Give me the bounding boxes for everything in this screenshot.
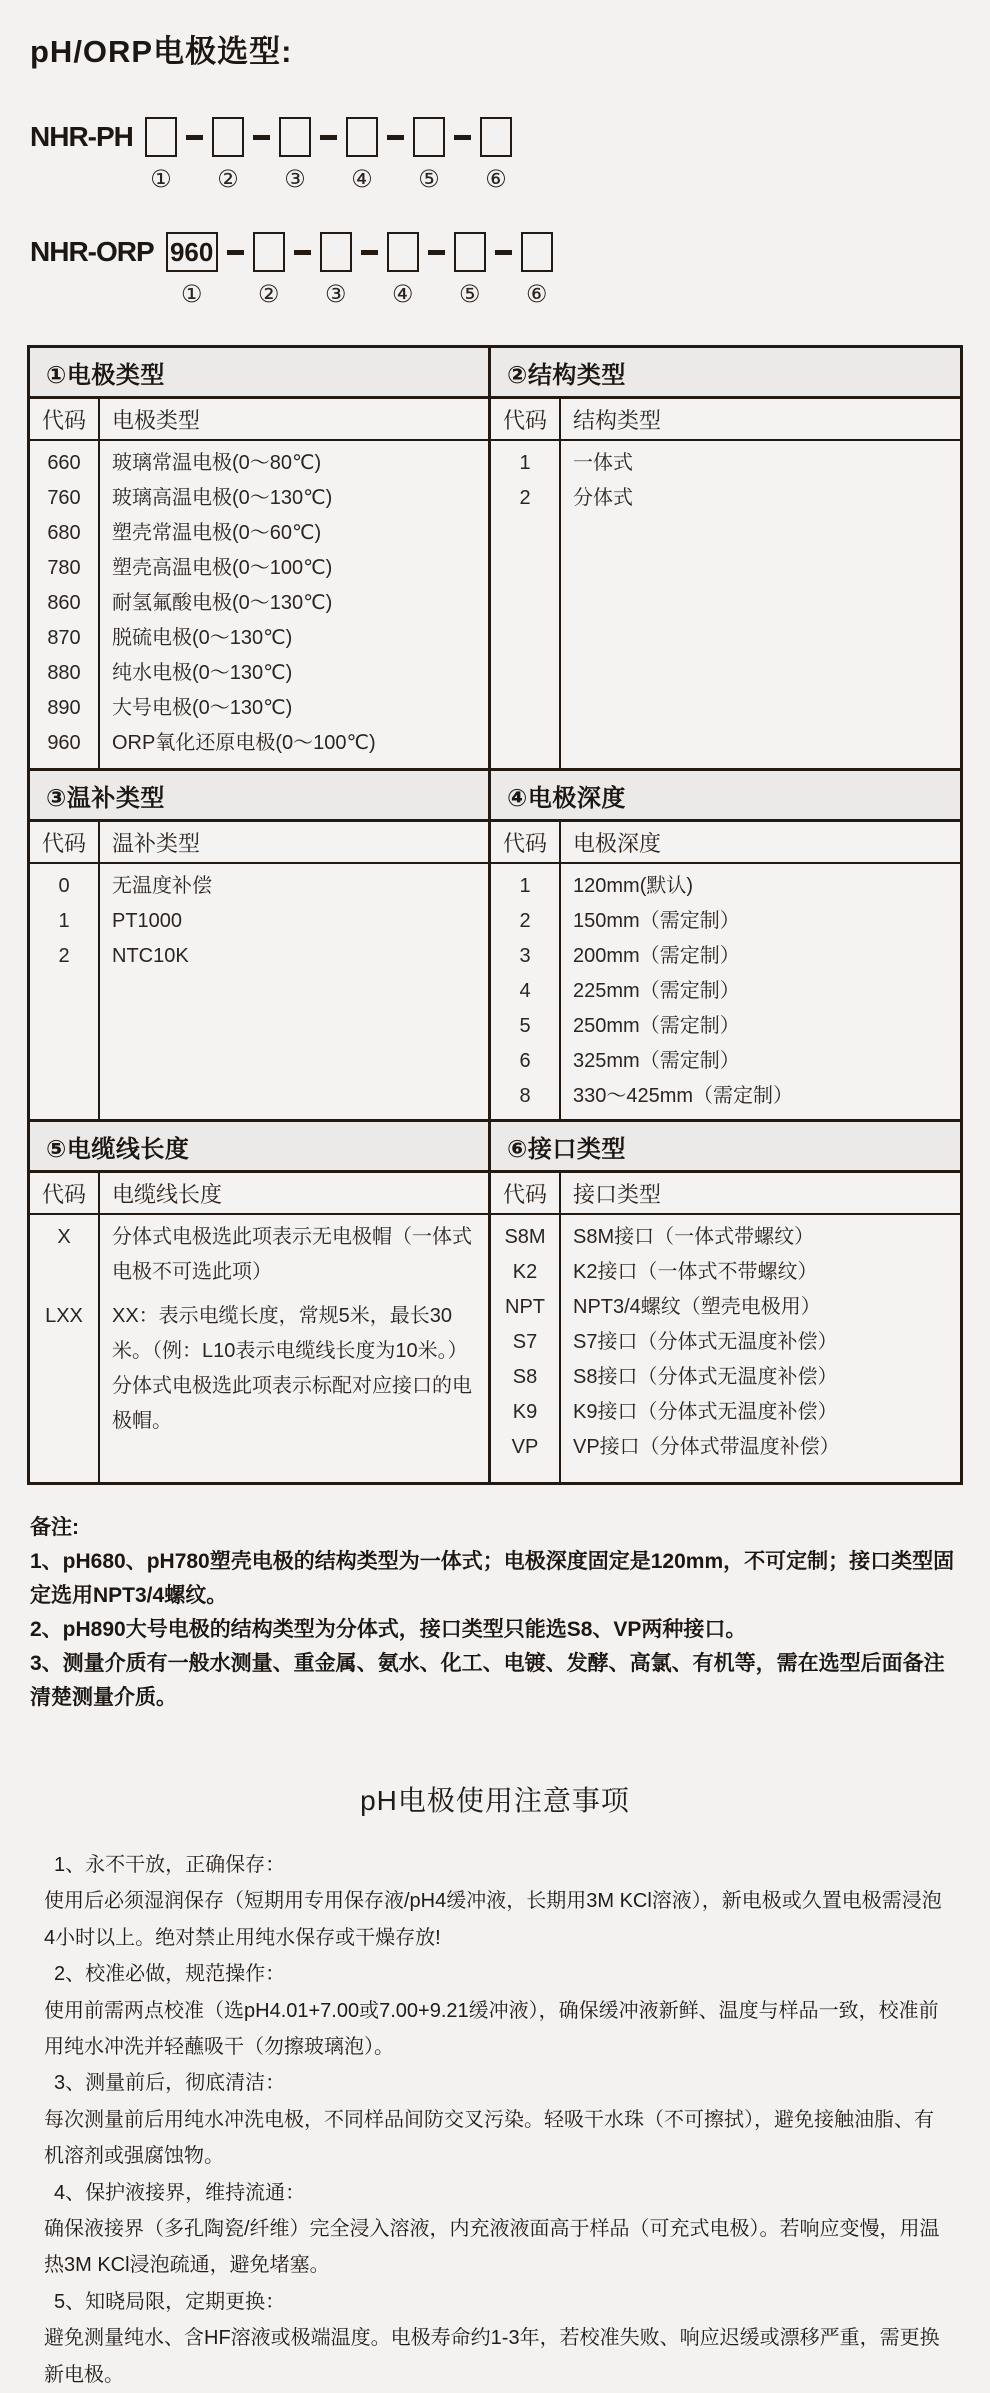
- table-row: [491, 1044, 960, 1079]
- code-box-empty: [346, 117, 378, 157]
- table-row: [30, 691, 488, 726]
- cell-desc: S8M接口（一体式带螺纹）: [573, 1226, 815, 1248]
- section-header: ②结构类型: [491, 348, 960, 399]
- code-box-group: [279, 117, 311, 192]
- column-header-code: 代码: [41, 1181, 86, 1207]
- cell-code: 2: [519, 910, 531, 932]
- dash-separator: [361, 250, 378, 255]
- cell-code: 880: [47, 662, 81, 684]
- sub-table-grid: [491, 1173, 960, 1482]
- table-row: [491, 1220, 960, 1255]
- column-header-desc: 接口类型: [573, 1181, 662, 1207]
- usage-item-body: 使用前需两点校准（选pH4.01+7.00或7.00+9.21缓冲液），确保缓冲液新鲜、温度与样品一致，校准前用纯水冲洗并轻蘸吸干（勿擦玻璃泡）。: [44, 1999, 939, 2059]
- column-header-row: [491, 399, 960, 441]
- position-marker: ③: [284, 165, 306, 193]
- model-prefix-orp: NHR-ORP: [30, 236, 154, 267]
- table-row: [30, 516, 488, 551]
- dash-separator: [294, 250, 311, 255]
- cell-desc: XX：表示电缆长度，常规5米，最长30米。（例：L10表示电缆线长度为10米。）分体式电极选此项表示标配对应接口的电极帽。: [112, 1305, 472, 1432]
- dash-separator: [495, 250, 512, 255]
- code-box-empty: [413, 117, 445, 157]
- table-row: [30, 904, 488, 939]
- cell-code: LXX: [45, 1305, 83, 1327]
- code-box-group: [145, 117, 177, 192]
- code-box-group: [166, 232, 218, 307]
- cell-code: 4: [519, 980, 531, 1002]
- cell-desc: 325mm（需定制）: [573, 1050, 740, 1072]
- table-section: [30, 768, 960, 1119]
- code-box-sequence-orp: [166, 232, 553, 307]
- table-data: [30, 864, 488, 1119]
- column-header-desc: 结构类型: [573, 407, 662, 433]
- usage-item-body: 确保液接界（多孔陶瓷/纤维）完全浸入溶液，内充液液面高于样品（可充式电极）。若响应变慢，用温热3M KCl浸泡疏通，避免堵塞。: [44, 2218, 940, 2277]
- cell-code: K9: [512, 1401, 538, 1423]
- table-row: [491, 1395, 960, 1430]
- usage-item-heading: 3、测量前后，彻底清洁：: [54, 2072, 286, 2095]
- cell-desc: 250mm（需定制）: [573, 1015, 740, 1037]
- cell-desc: K2接口（一体式不带螺纹）: [573, 1261, 818, 1283]
- dash-separator: [253, 135, 270, 140]
- sub-table-left: [30, 771, 488, 1119]
- usage-item-body: 每次测量前后用纯水冲洗电极，不同样品间防交叉污染。轻吸干水珠（不可擦拭），避免接触油脂、有机溶剂或强腐蚀物。: [44, 2108, 934, 2168]
- note-item: 1、pH680、pH780塑壳电极的结构类型为一体式；电极深度固定是120mm，不可定制；接口类型固定选用NPT3/4螺纹。: [30, 1550, 955, 1608]
- dash-separator: [227, 250, 244, 255]
- cell-desc: 225mm（需定制）: [573, 980, 740, 1002]
- dash-separator: [428, 250, 445, 255]
- cell-code: 8: [519, 1085, 531, 1107]
- section-header: ①电极类型: [30, 348, 488, 399]
- position-marker: ③: [324, 280, 347, 308]
- column-header-desc: 电极类型: [112, 407, 201, 433]
- code-box-group: [480, 117, 512, 192]
- table-row: [491, 1290, 960, 1325]
- page-title: pH/ORP电极选型:: [30, 34, 293, 69]
- position-marker: ②: [257, 280, 280, 308]
- note-item: 3、测量介质有一般水测量、重金属、氨水、化工、电镀、发酵、高氯、有机等，需在选型后面备注清楚测量介质。: [30, 1652, 945, 1710]
- cell-code: 780: [47, 557, 81, 579]
- code-box-empty: [480, 117, 512, 157]
- cell-code: 2: [519, 487, 531, 509]
- table-row: [491, 1325, 960, 1360]
- cell-desc: 无温度补偿: [112, 875, 212, 897]
- dash-separator: [387, 135, 404, 140]
- cell-code: 1: [519, 875, 531, 897]
- cell-desc: 200mm（需定制）: [573, 945, 740, 967]
- cell-desc: 120mm(默认): [573, 875, 694, 897]
- code-box-group: [413, 117, 445, 192]
- cell-code: S7: [512, 1331, 538, 1353]
- cell-code: 2: [58, 945, 70, 967]
- code-box-empty: [253, 232, 285, 272]
- cell-desc: 纯水电极(0～130℃): [112, 662, 293, 684]
- table-row: [491, 1079, 960, 1114]
- cell-desc: 分体式: [573, 487, 633, 509]
- sub-table-grid: [491, 399, 960, 768]
- sub-table-right: [488, 348, 960, 768]
- usage-item-heading: 4、保护液接界，维持流通：: [54, 2181, 306, 2204]
- sub-table-right: [488, 771, 960, 1119]
- cell-code: 1: [58, 910, 70, 932]
- selection-table: [27, 345, 963, 1485]
- position-marker: ①: [150, 165, 172, 193]
- cell-desc: 玻璃高温电极(0～130℃): [112, 487, 333, 509]
- table-row: [30, 1299, 488, 1439]
- column-header-code: 代码: [41, 830, 86, 856]
- column-header-row: [30, 822, 488, 864]
- code-box-empty: [320, 232, 352, 272]
- table-row: [30, 586, 488, 621]
- section-header: ④电极深度: [491, 771, 960, 822]
- cell-desc: 脱硫电极(0～130℃): [112, 627, 293, 649]
- cell-code: 860: [47, 592, 81, 614]
- usage-item-heading: 2、校准必做，规范操作：: [54, 1963, 286, 1986]
- cell-code: 890: [47, 697, 81, 719]
- table-row: [30, 726, 488, 761]
- cell-desc: NPT3/4螺纹（塑壳电极用）: [573, 1296, 821, 1318]
- cell-code: 680: [47, 522, 81, 544]
- cell-desc: ORP氧化还原电极(0～100℃): [112, 732, 376, 754]
- usage-list: [44, 1847, 946, 2393]
- table-row: [30, 1220, 488, 1290]
- column-header-code: 代码: [41, 407, 86, 433]
- cell-code: K2: [512, 1261, 538, 1283]
- dash-separator: [454, 135, 471, 140]
- code-box-group: [212, 117, 244, 192]
- position-marker: ⑤: [458, 280, 481, 308]
- code-box-filled: 960: [166, 232, 218, 272]
- position-marker: ④: [351, 165, 373, 193]
- table-data: [30, 441, 488, 768]
- cell-desc: 塑壳高温电极(0～100℃): [112, 557, 333, 579]
- cell-code: S8M: [504, 1226, 546, 1248]
- code-box-empty: [521, 232, 553, 272]
- section-header: ③温补类型: [30, 771, 488, 822]
- cell-desc: NTC10K: [112, 945, 189, 967]
- table-row: [491, 939, 960, 974]
- table-data: [491, 1215, 960, 1482]
- sub-table-left: [30, 348, 488, 768]
- table-data: [30, 1215, 488, 1482]
- notes-block: [30, 1511, 960, 1715]
- position-marker: ②: [217, 165, 239, 193]
- cell-code: 760: [47, 487, 81, 509]
- table-row: [491, 974, 960, 1009]
- table-row: [30, 939, 488, 974]
- code-box-empty: [145, 117, 177, 157]
- column-header-row: [491, 822, 960, 864]
- table-section: [30, 1119, 960, 1482]
- sub-table-grid: [30, 399, 488, 768]
- column-header-desc: 温补类型: [112, 830, 201, 856]
- cell-code: NPT: [505, 1296, 545, 1318]
- code-diagram-ph: [30, 117, 963, 192]
- usage-title: pH电极使用注意事项: [360, 1785, 630, 1817]
- dash-separator: [320, 135, 337, 140]
- cell-desc: 大号电极(0～130℃): [112, 697, 293, 719]
- table-data: [491, 864, 960, 1119]
- column-header-row: [30, 1173, 488, 1215]
- column-header-desc: 电缆线长度: [112, 1181, 223, 1207]
- position-marker: ⑤: [418, 165, 440, 193]
- column-header-code: 代码: [502, 1181, 547, 1207]
- position-marker: ⑥: [485, 165, 507, 193]
- cell-desc: 330～425mm（需定制）: [573, 1085, 794, 1107]
- cell-code: 6: [519, 1050, 531, 1072]
- sub-table-grid: [30, 822, 488, 1119]
- code-box-group: [346, 117, 378, 192]
- cell-code: 0: [58, 875, 70, 897]
- table-row: [491, 481, 960, 516]
- cell-desc: PT1000: [112, 910, 183, 932]
- table-row: [30, 869, 488, 904]
- code-box-group: [320, 232, 352, 307]
- code-box-empty: [454, 232, 486, 272]
- column-header-code: 代码: [502, 830, 547, 856]
- code-box-group: [454, 232, 486, 307]
- sub-table-grid: [30, 1173, 488, 1482]
- usage-item-body: 使用后必须湿润保存（短期用专用保存液/pH4缓冲液，长期用3M KCl溶液），新电极或久置电极需浸泡4小时以上。绝对禁止用纯水保存或干燥存放!: [44, 1890, 942, 1949]
- note-item: 2、pH890大号电极的结构类型为分体式，接口类型只能选S8、VP两种接口。: [30, 1618, 747, 1642]
- cell-desc: 塑壳常温电极(0～60℃): [112, 522, 322, 544]
- code-box-group: [521, 232, 553, 307]
- table-row: [30, 446, 488, 481]
- table-row: [491, 1430, 960, 1465]
- table-row: [491, 1360, 960, 1395]
- cell-desc: 一体式: [573, 452, 633, 474]
- code-box-sequence-ph: [145, 117, 512, 192]
- code-box-empty: [279, 117, 311, 157]
- code-box-empty: [212, 117, 244, 157]
- cell-code: 870: [47, 627, 81, 649]
- table-row: [30, 551, 488, 586]
- cell-desc: VP接口（分体式带温度补偿）: [573, 1436, 840, 1458]
- cell-desc: 耐氢氟酸电极(0～130℃): [112, 592, 333, 614]
- code-diagram-orp: [30, 232, 963, 307]
- code-box-empty: [387, 232, 419, 272]
- cell-code: 960: [47, 732, 81, 754]
- column-header-row: [30, 399, 488, 441]
- table-row: [491, 446, 960, 481]
- cell-code: VP: [511, 1436, 539, 1458]
- cell-desc: K9接口（分体式无温度补偿）: [573, 1401, 838, 1423]
- usage-item-body: 避免测量纯水、含HF溶液或极端温度。电极寿命约1-3年，若校准失败、响应迟缓或漂移严重，需更换新电极。: [44, 2327, 940, 2386]
- table-row: [30, 481, 488, 516]
- cell-code: 5: [519, 1015, 531, 1037]
- page: [0, 26, 990, 2393]
- table-row: [491, 869, 960, 904]
- cell-code: 660: [47, 452, 81, 474]
- table-row: [30, 621, 488, 656]
- sub-table-grid: [491, 822, 960, 1119]
- column-header-row: [491, 1173, 960, 1215]
- usage-item-heading: 5、知晓局限，定期更换：: [54, 2290, 286, 2313]
- cell-desc: S7接口（分体式无温度补偿）: [573, 1331, 838, 1353]
- position-marker: ①: [180, 280, 203, 308]
- cell-code: 1: [519, 452, 531, 474]
- sub-table-left: [30, 1122, 488, 1482]
- section-header: ⑤电缆线长度: [30, 1122, 488, 1173]
- table-row: [30, 656, 488, 691]
- table-row: [491, 1009, 960, 1044]
- code-box-group: [253, 232, 285, 307]
- column-header-code: 代码: [502, 407, 547, 433]
- model-prefix-ph: NHR-PH: [30, 121, 133, 152]
- column-header-desc: 电极深度: [573, 830, 662, 856]
- cell-desc: 150mm（需定制）: [573, 910, 740, 932]
- dash-separator: [186, 135, 203, 140]
- position-marker: ⑥: [525, 280, 548, 308]
- position-marker: ④: [391, 280, 414, 308]
- cell-code: 3: [519, 945, 531, 967]
- usage-item-heading: 1、永不干放，正确保存：: [54, 1854, 286, 1877]
- cell-code: S8: [512, 1366, 538, 1388]
- table-row: [491, 904, 960, 939]
- sub-table-right: [488, 1122, 960, 1482]
- cell-desc: S8接口（分体式无温度补偿）: [573, 1366, 838, 1388]
- section-header: ⑥接口类型: [491, 1122, 960, 1173]
- cell-desc: 玻璃常温电极(0～80℃): [112, 452, 322, 474]
- notes-title: 备注:: [30, 1516, 79, 1539]
- cell-desc: 分体式电极选此项表示无电极帽（一体式电极不可选此项）: [112, 1226, 472, 1283]
- code-box-group: [387, 232, 419, 307]
- table-row: [491, 1255, 960, 1290]
- table-data: [491, 441, 960, 768]
- table-section: [30, 348, 960, 768]
- cell-code: X: [57, 1226, 71, 1248]
